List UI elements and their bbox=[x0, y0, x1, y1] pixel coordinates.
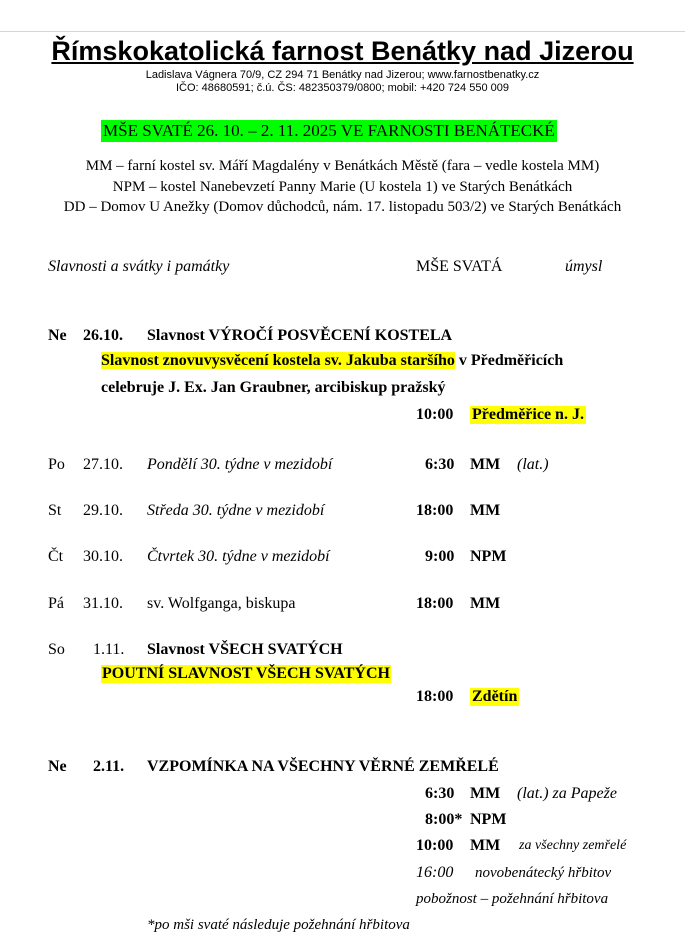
mass-place: MM bbox=[470, 456, 501, 473]
mass-place: NPM bbox=[470, 548, 507, 565]
address-line-1: Ladislava Vágnera 70/9, CZ 294 71 Benátky nad Jizerou; www.farnostbenatky.cz bbox=[145, 69, 540, 81]
mass-time: 9:00 bbox=[425, 548, 455, 565]
date: 26.10. bbox=[83, 327, 123, 344]
address-line-2: IČO: 48680591; č.ú. ČS: 482350379/0800; mobil: +420 724 550 009 bbox=[175, 82, 509, 94]
weekday: Ne bbox=[48, 758, 67, 775]
weekday: St bbox=[48, 502, 62, 519]
date: 1.11. bbox=[93, 641, 125, 658]
mass-schedule-title: MŠE SVATÉ 26. 10. – 2. 11. 2025 VE FARNOSTI BENÁTECKÉ bbox=[103, 121, 555, 140]
parish-title: Římskokatolická farnost Benátky nad Jizerou bbox=[51, 36, 634, 66]
top-divider bbox=[0, 31, 685, 32]
weekday: Po bbox=[48, 456, 65, 473]
weekday: Pá bbox=[48, 595, 64, 612]
feast: Pondělí 30. týdne v mezidobí bbox=[147, 456, 333, 473]
mass-place: MM bbox=[470, 837, 501, 854]
mass-place: MM bbox=[470, 595, 501, 612]
feast: Slavnost VŠECH SVATÝCH bbox=[147, 641, 343, 658]
feast: sv. Wolfganga, biskupa bbox=[147, 595, 296, 612]
feast-highlight: Slavnost znovuvysvěcení kostela sv. Jakuba staršího bbox=[101, 352, 455, 369]
weekday: Čt bbox=[48, 548, 64, 565]
column-mass: MŠE SVATÁ bbox=[416, 258, 503, 275]
footnote: *po mši svaté následuje požehnání hřbitova bbox=[147, 917, 410, 933]
date: 27.10. bbox=[83, 456, 123, 473]
mass-note: (lat.) bbox=[517, 456, 549, 473]
feast: Slavnost VÝROČÍ POSVĚCENÍ KOSTELA bbox=[147, 327, 453, 344]
celebrant: celebruje J. Ex. Jan Graubner, arcibiskup pražský bbox=[101, 379, 446, 396]
mass-place: Předměřice n. J. bbox=[472, 406, 584, 423]
mass-place: MM bbox=[470, 502, 501, 519]
feast-highlight-line bbox=[101, 352, 563, 370]
mass-time: 18:00 bbox=[416, 502, 454, 519]
column-intention: úmysl bbox=[565, 258, 603, 275]
weekday: Ne bbox=[48, 327, 67, 344]
mass-time: 18:00 bbox=[416, 688, 454, 705]
feast: VZPOMÍNKA NA VŠECHNY VĚRNÉ ZEMŘELÉ bbox=[147, 758, 499, 775]
date: 31.10. bbox=[83, 595, 123, 612]
location-npm: NPM – kostel Nanebevzetí Panny Marie (U kostela 1) ve Starých Benátkách bbox=[112, 179, 573, 195]
feast-place: v Předměřicích bbox=[454, 352, 564, 369]
date: 29.10. bbox=[83, 502, 123, 519]
mass-place: Zdětín bbox=[472, 688, 518, 705]
mass-place: MM bbox=[470, 785, 501, 802]
location-dd: DD – Domov U Anežky (Domov důchodců, nám. 17. listopadu 503/2) ve Starých Benátkách bbox=[63, 199, 622, 215]
feast: Středa 30. týdne v mezidobí bbox=[147, 502, 325, 519]
column-feasts: Slavnosti a svátky i památky bbox=[48, 258, 230, 275]
mass-time: 6:30 bbox=[425, 456, 455, 473]
date: 2.11. bbox=[93, 758, 125, 775]
mass-note: za všechny zemřelé bbox=[519, 838, 627, 853]
weekday: So bbox=[48, 641, 65, 658]
feast-highlight: POUTNÍ SLAVNOST VŠECH SVATÝCH bbox=[102, 665, 390, 682]
mass-time: 16:00 bbox=[416, 864, 454, 881]
mass-note: (lat.) za Papeže bbox=[517, 785, 617, 802]
blessing-note: pobožnost – požehnání hřbitova bbox=[416, 891, 609, 907]
mass-time: 6:30 bbox=[425, 785, 455, 802]
date: 30.10. bbox=[83, 548, 123, 565]
mass-time: 18:00 bbox=[416, 595, 454, 612]
mass-time: 10:00 bbox=[416, 837, 454, 854]
mass-note: novobenátecký hřbitov bbox=[475, 865, 612, 881]
mass-time: 8:00* bbox=[425, 811, 463, 828]
location-mm: MM – farní kostel sv. Máří Magdalény v Benátkách Městě (fara – vedle kostela MM) bbox=[85, 158, 600, 174]
feast: Čtvrtek 30. týdne v mezidobí bbox=[147, 548, 330, 565]
mass-time: 10:00 bbox=[416, 406, 454, 423]
mass-place: NPM bbox=[470, 811, 507, 828]
